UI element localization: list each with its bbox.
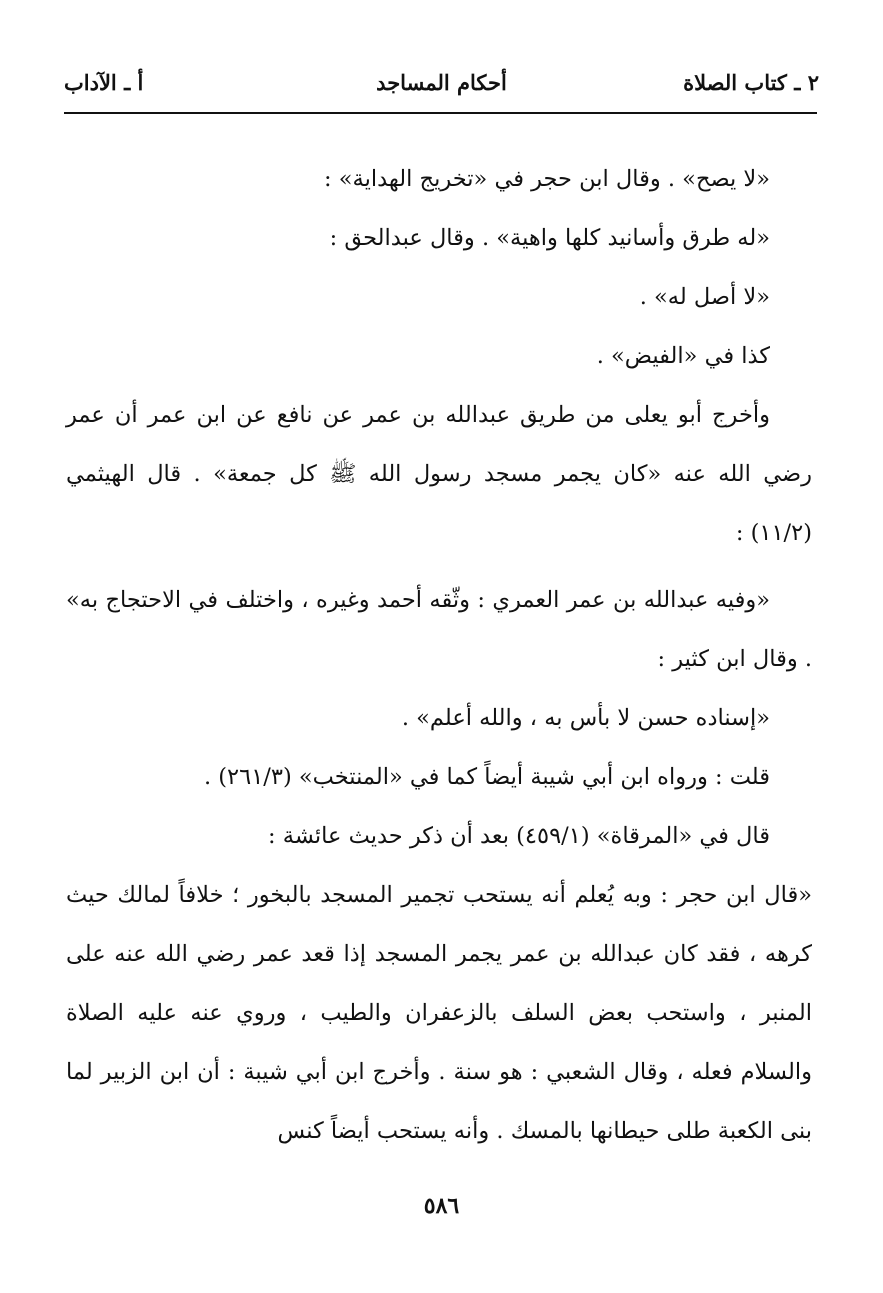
running-header — [64, 66, 819, 106]
quote-paragraph: «لا أصل له» . — [639, 284, 770, 310]
chapter-title: ٢ ـ كتاب الصلاة — [683, 70, 819, 95]
text-paragraph: قال في «المرقاة» (٤٥٩/١) بعد أن ذكر حديث عائشة : — [268, 823, 770, 849]
quote-paragraph: «لا يصح» . وقال ابن حجر في «تخريج الهداية» : — [324, 166, 770, 192]
quote-paragraph: «إسناده حسن لا بأس به ، والله أعلم» . — [401, 705, 770, 731]
text-paragraph: قلت : ورواه ابن أبي شيبة أيضاً كما في «المنتخب» (٢٦١/٣) . — [203, 764, 770, 790]
text-paragraph: وأخرج أبو يعلى من طريق عبدالله بن عمر عن نافع عن ابن عمر أن عمر رضي الله عنه «كان يجمر مسجد رسول الله ﷺ كل جمعة» . قال الهيثمي (١١/٢) : — [66, 402, 812, 546]
quote-paragraph: «قال ابن حجر : وبه يُعلم أنه يستحب تجمير المسجد بالبخور ؛ خلافاً لمالك حيث كرهه ، فقد كان عبدالله بن عمر يجمر المسجد إذا قعد عمر رضي الله عنه على المنبر ، واستحب بعض السلف بالزعفران والطيب ، وروي عنه عليه الصلاة والسلام فعله ، وقال الشعبي : هو سنة . وأخرج ابن أبي شيبة : أن ابن الزبير لما بنى الكعبة طلى حيطانها بالمسك . وأنه يستحب أيضاً كنس — [66, 882, 812, 1144]
header-divider — [64, 112, 817, 114]
text-paragraph: كذا في «الفيض» . — [596, 343, 770, 369]
body-text — [66, 150, 812, 1161]
section-title: أحكام المساجد — [376, 70, 507, 95]
quote-paragraph: «له طرق وأسانيد كلها واهية» . وقال عبدالحق : — [329, 225, 770, 251]
quote-paragraph: «وفيه عبدالله بن عمر العمري : وثّقه أحمد وغيره ، واختلف في الاحتجاج به» . وقال ابن كثير : — [66, 587, 812, 672]
subsection-title: أ ـ الآداب — [64, 70, 144, 95]
page-number: ٥٨٦ — [423, 1193, 460, 1219]
